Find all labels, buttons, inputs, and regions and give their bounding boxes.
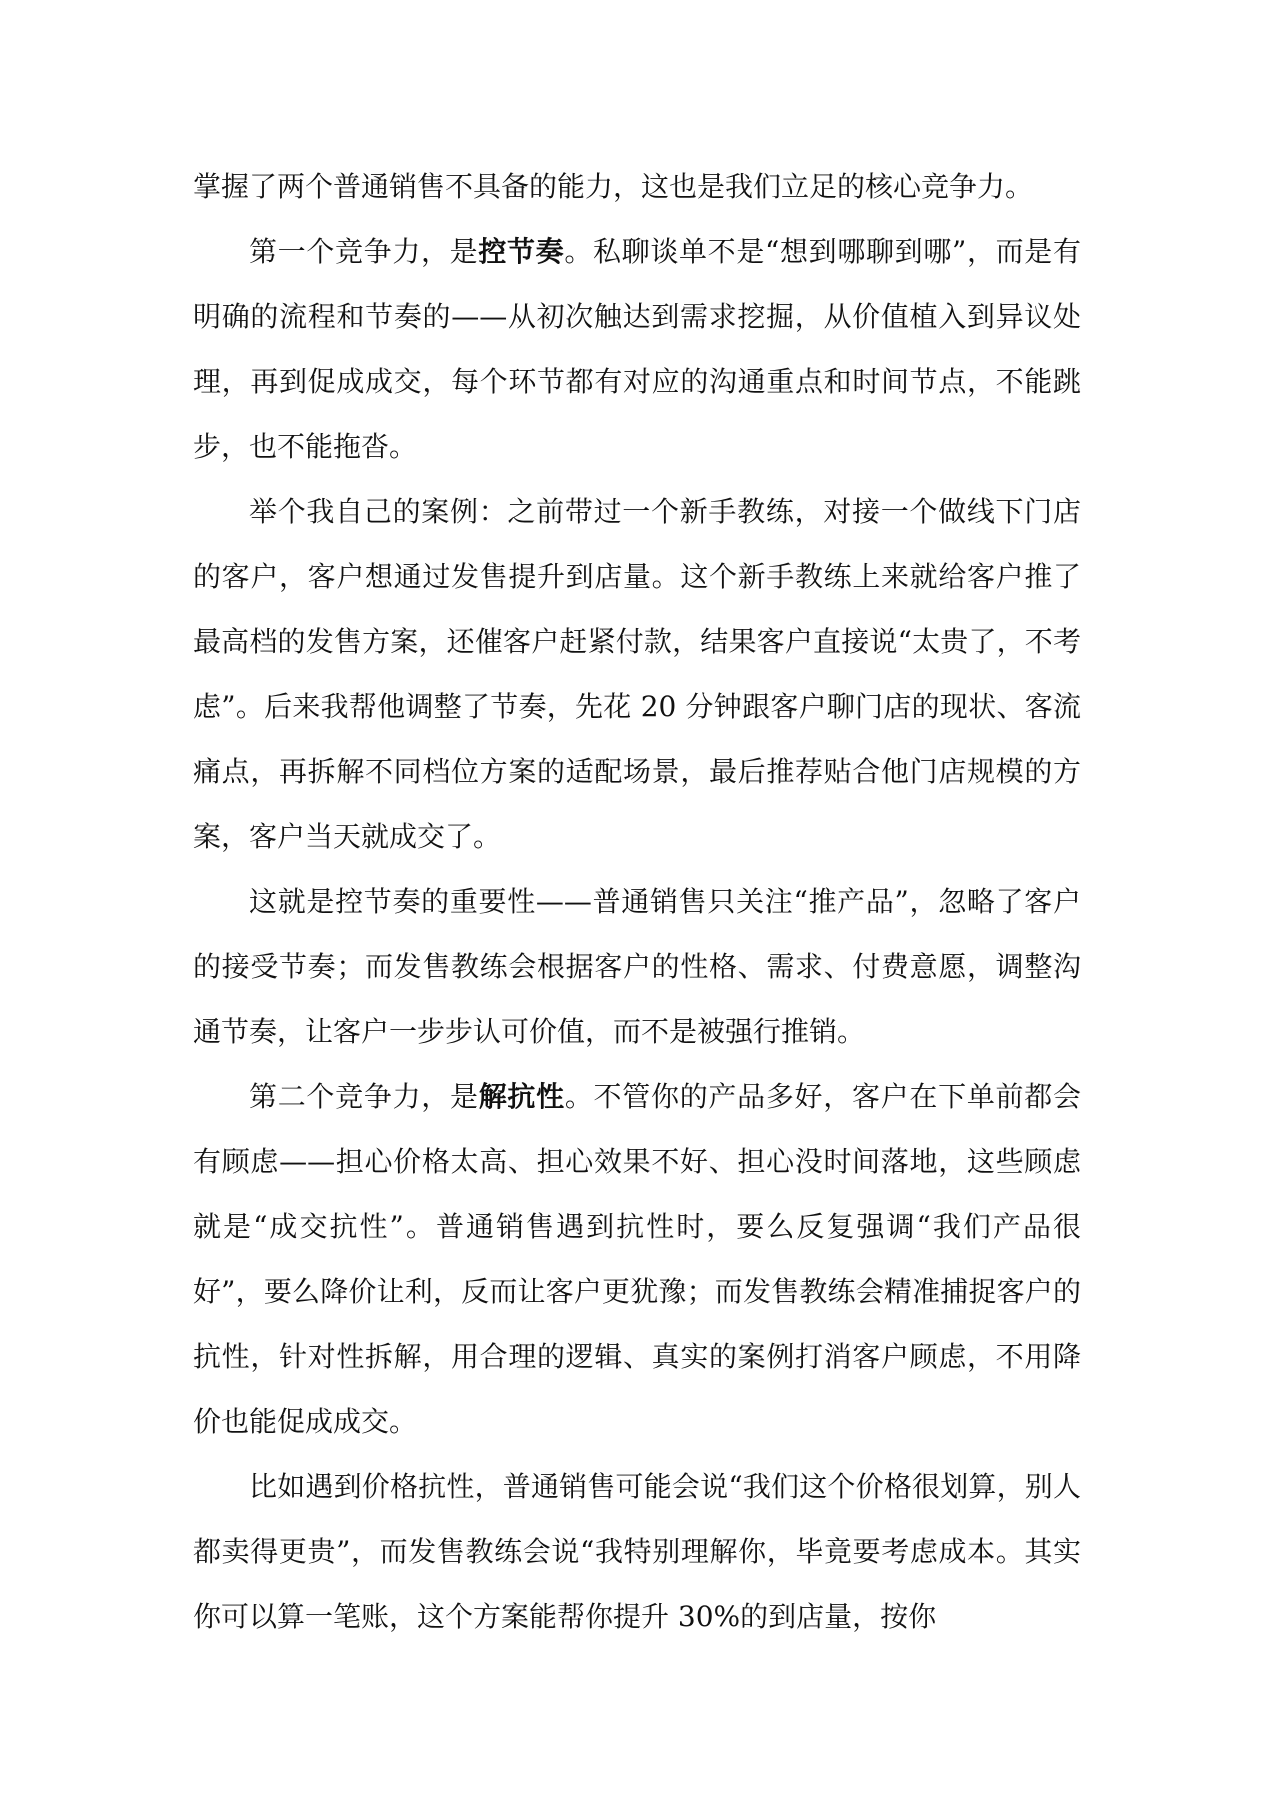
paragraph-case-study bbox=[193, 479, 1081, 869]
paragraph-lead: 第一个竞争力，是 bbox=[249, 235, 479, 268]
paragraph-text: 掌握了两个普通销售不具备的能力，这也是我们立足的核心竞争力。 bbox=[193, 170, 1034, 203]
document-body bbox=[193, 154, 1081, 1649]
bold-term-resistance: 解抗性 bbox=[478, 1080, 565, 1113]
paragraph-rhythm-control bbox=[193, 219, 1081, 479]
paragraph-text: 。私聊谈单不是“想到哪聊到哪”，而是有明确的流程和节奏的——从初次触达到需求挖掘，从价值植入到异议处理，再到促成成交，每个环节都有对应的沟通重点和时间节点，不能跳步，也不能拖沓。 bbox=[193, 235, 1081, 463]
paragraph-text: 举个我自己的案例：之前带过一个新手教练，对接一个做线下门店的客户，客户想通过发售提升到店量。这个新手教练上来就给客户推了最高档的发售方案，还催客户赶紧付款，结果客户直接说“太贵了，不考虑”。后来我帮他调整了节奏，先花 20 分钟跟客户聊门店的现状、客流痛点，再拆解不同档位方案的适配场景，最后推荐贴合他门店规模的方案，客户当天就成交了。 bbox=[193, 495, 1081, 853]
paragraph-resistance bbox=[193, 1064, 1081, 1454]
paragraph-continuation bbox=[193, 154, 1081, 219]
paragraph-text: 比如遇到价格抗性，普通销售可能会说“我们这个价格很划算，别人都卖得更贵”，而发售教练会说“我特别理解你，毕竟要考虑成本。其实你可以算一笔账，这个方案能帮你提升 30%的到店量，按你 bbox=[193, 1470, 1081, 1633]
paragraph-rhythm-importance bbox=[193, 869, 1081, 1064]
paragraph-lead: 第二个竞争力，是 bbox=[249, 1080, 479, 1113]
paragraph-text: 。不管你的产品多好，客户在下单前都会有顾虑——担心价格太高、担心效果不好、担心没时间落地，这些顾虑就是“成交抗性”。普通销售遇到抗性时，要么反复强调“我们产品很好”，要么降价让利，反而让客户更犹豫；而发售教练会精准捕捉客户的抗性，针对性拆解，用合理的逻辑、真实的案例打消客户顾虑，不用降价也能促成成交。 bbox=[193, 1080, 1081, 1438]
paragraph-text: 这就是控节奏的重要性——普通销售只关注“推产品”，忽略了客户的接受节奏；而发售教练会根据客户的性格、需求、付费意愿，调整沟通节奏，让客户一步步认可价值，而不是被强行推销。 bbox=[193, 885, 1081, 1048]
paragraph-price-example bbox=[193, 1454, 1081, 1649]
bold-term-rhythm: 控节奏 bbox=[478, 235, 565, 268]
